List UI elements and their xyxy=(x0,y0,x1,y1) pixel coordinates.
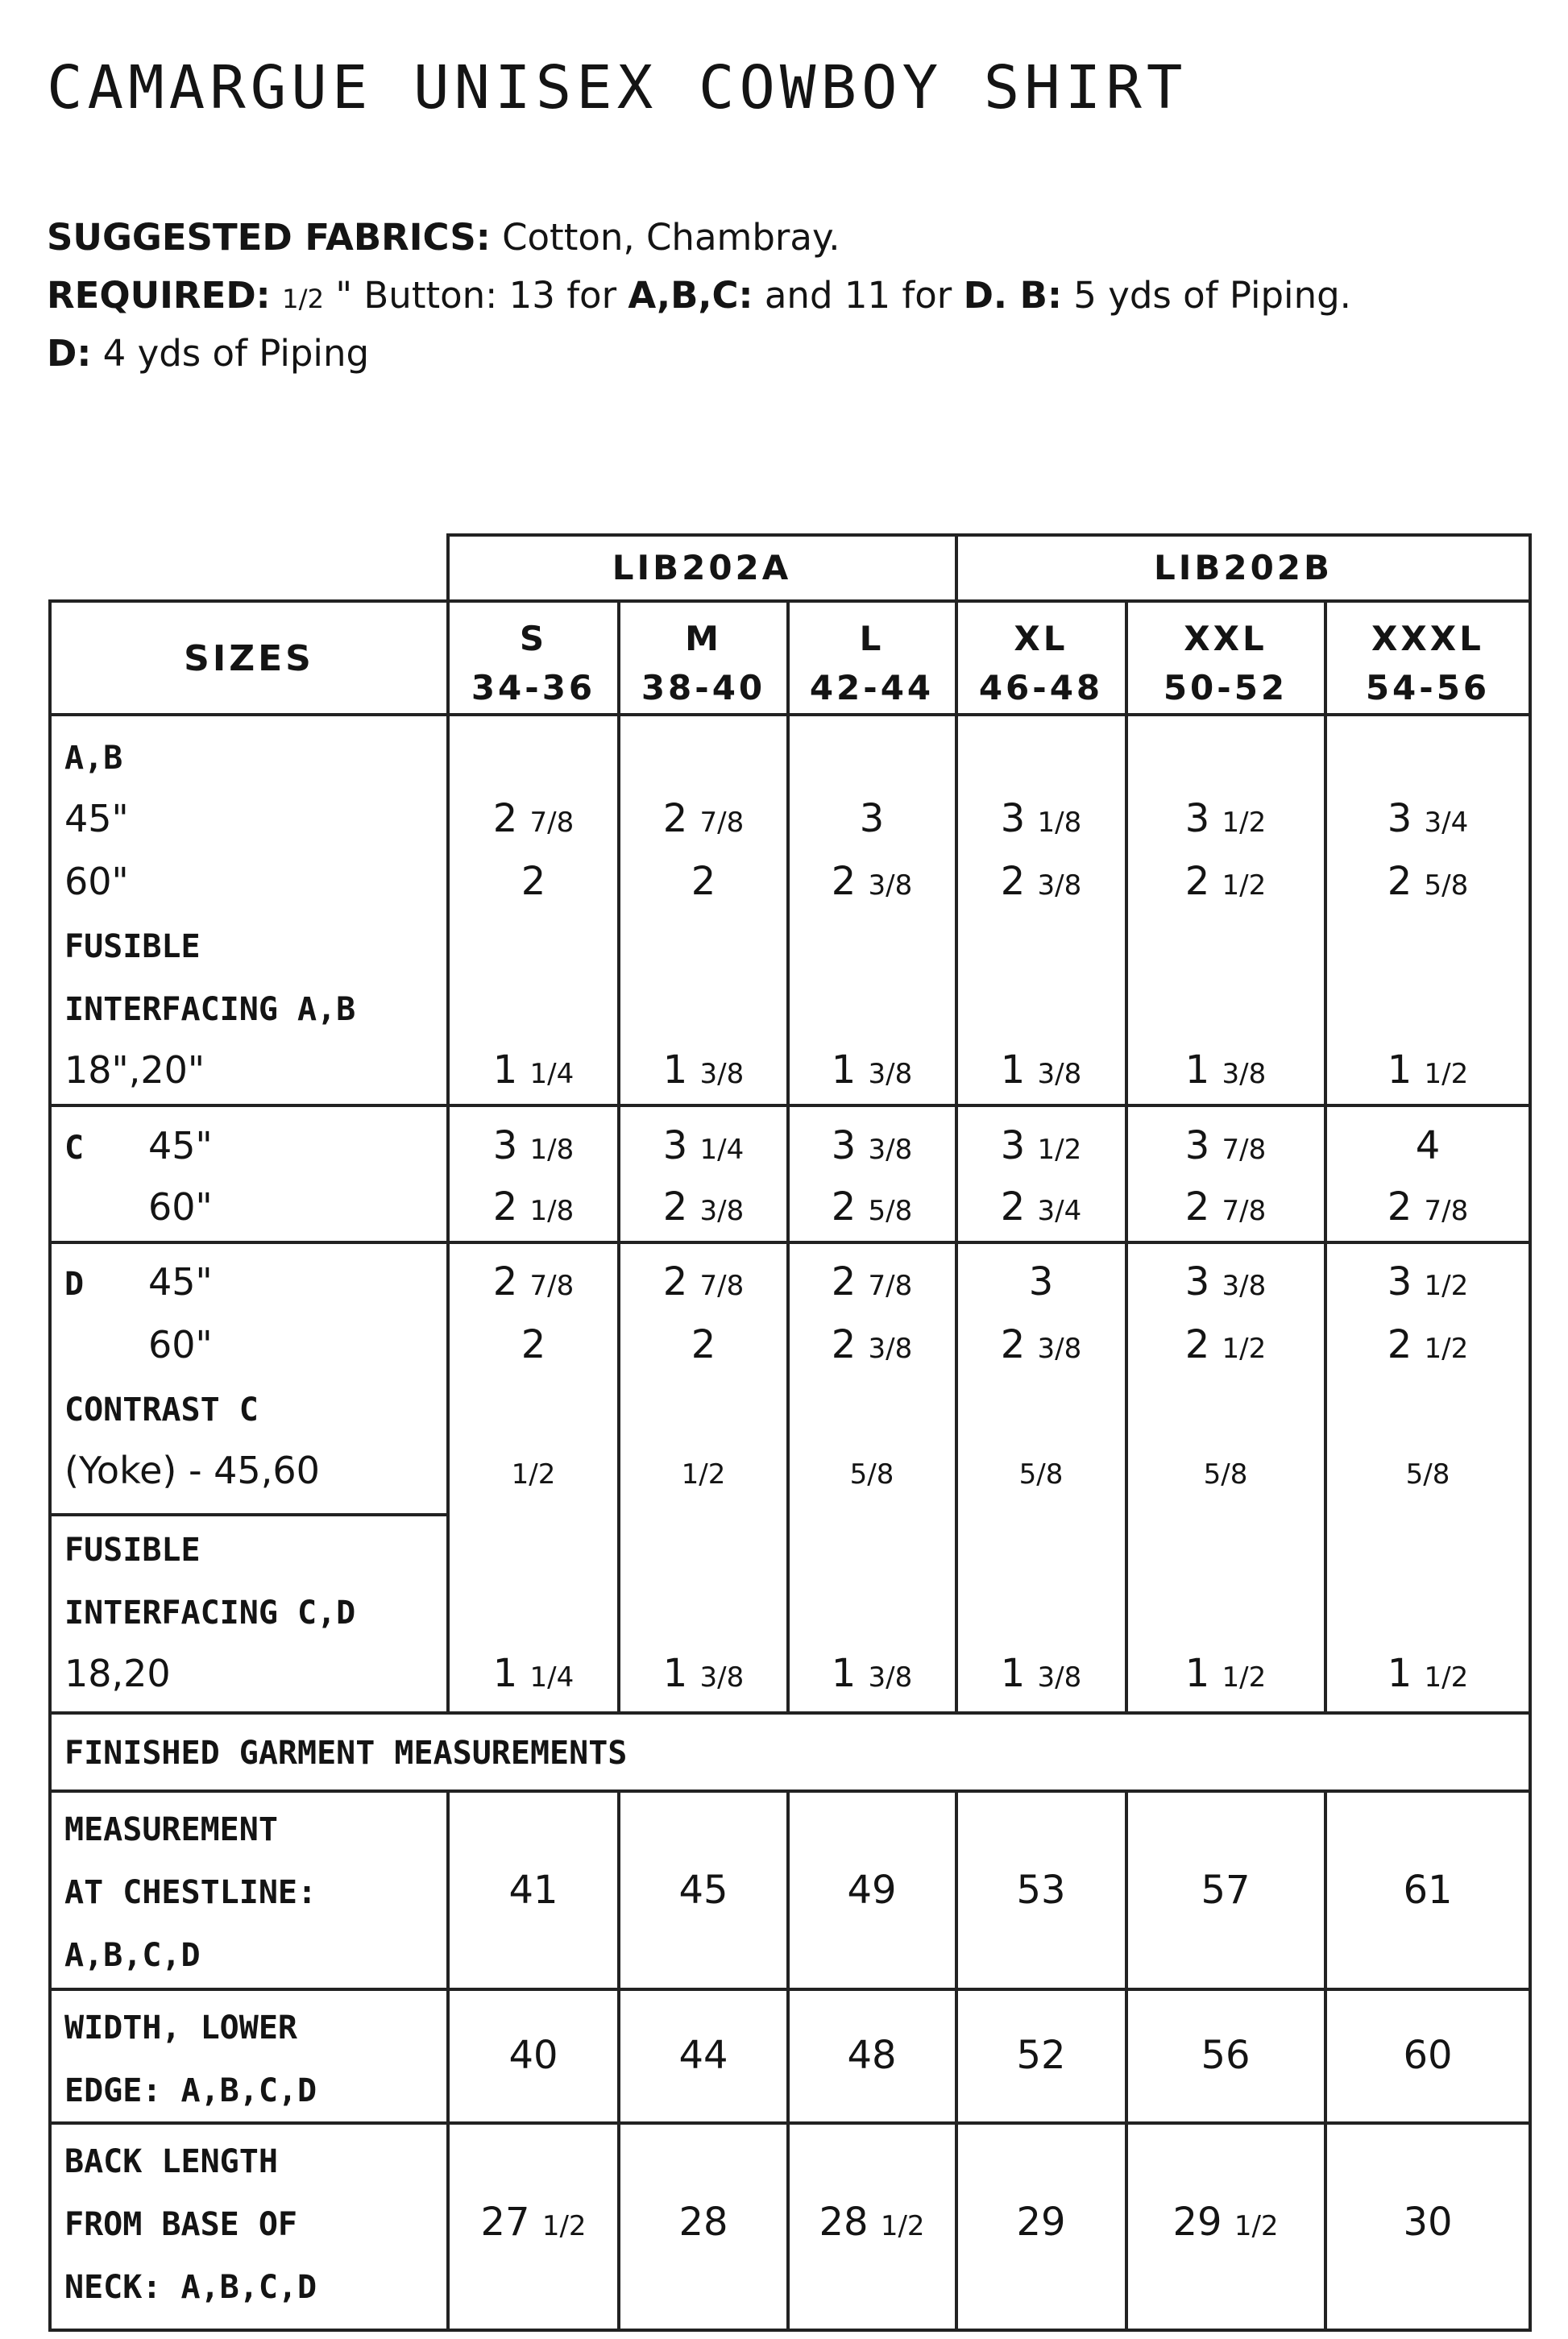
piping-line xyxy=(47,332,1529,375)
label-contrast-c: CONTRAST C xyxy=(64,1391,259,1429)
value-ab-60-l: 2 3/8 xyxy=(831,859,913,904)
value-back-length-m: 28 xyxy=(678,2200,728,2245)
size-range-s: 34-36 xyxy=(471,668,596,707)
value-ab-interfacing-xl: 1 3/8 xyxy=(1000,1047,1082,1093)
value-ab-60-s: 2 xyxy=(521,859,546,904)
value-ab-interfacing-m: 1 3/8 xyxy=(662,1047,745,1093)
group-header-box xyxy=(448,535,1530,601)
value-c-60-s: 2 1/8 xyxy=(492,1184,575,1230)
size-name-xxl: XXL xyxy=(1184,619,1267,658)
required-label: REQUIRED: xyxy=(47,274,271,317)
size-name-m: M xyxy=(685,619,722,658)
value-ab-60-xxl: 2 1/2 xyxy=(1184,859,1267,904)
label-yoke: (Yoke) - 45,60 xyxy=(64,1449,320,1492)
label-d-60: 60" xyxy=(148,1323,213,1366)
label-c-45: 45" xyxy=(148,1124,213,1167)
label-width-2: EDGE: A,B,C,D xyxy=(64,2072,317,2109)
value-contrast-yoke-m: 1/2 xyxy=(681,1458,726,1491)
value-c-45-m: 3 1/4 xyxy=(662,1123,745,1168)
value-lower-edge-l: 48 xyxy=(847,2033,897,2078)
required-text-2: and 11 for xyxy=(753,274,964,317)
value-c-45-xl: 3 1/2 xyxy=(1000,1123,1082,1168)
value-ab-60-xl: 2 3/8 xyxy=(1000,859,1082,904)
group-label-lib202b: LIB202B xyxy=(1153,548,1334,587)
value-contrast-yoke-xl: 5/8 xyxy=(1018,1458,1064,1491)
value-ab-45-l: 3 xyxy=(859,796,885,841)
label-ab-interfacing-widths: 18",20" xyxy=(64,1048,205,1092)
label-view-d: D xyxy=(64,1266,85,1303)
value-cd-interfacing-m: 1 3/8 xyxy=(662,1651,745,1696)
label-chest-2: AT CHESTLINE: xyxy=(64,1874,317,1911)
label-chest-1: MEASUREMENT xyxy=(64,1811,278,1848)
label-c-60: 60" xyxy=(148,1185,213,1229)
value-d-60-xl: 2 3/8 xyxy=(1000,1322,1082,1367)
required-text-3: 5 yds of Piping. xyxy=(1061,274,1351,317)
value-contrast-yoke-xxl: 5/8 xyxy=(1203,1458,1248,1491)
label-ab-60: 60" xyxy=(64,860,129,903)
value-cd-interfacing-xl: 1 3/8 xyxy=(1000,1651,1082,1696)
value-d-60-l: 2 3/8 xyxy=(831,1322,913,1367)
label-ab-45: 45" xyxy=(64,797,129,840)
value-c-60-l: 2 5/8 xyxy=(831,1184,913,1230)
group-label-lib202a: LIB202A xyxy=(612,548,792,587)
value-ab-45-m: 2 7/8 xyxy=(662,796,745,841)
value-ab-45-xxxl: 3 3/4 xyxy=(1387,796,1469,841)
size-range-xl: 46-48 xyxy=(978,668,1104,707)
section-finished-measurements: FINISHED GARMENT MEASUREMENTS xyxy=(64,1735,628,1772)
table-header xyxy=(184,548,1490,707)
label-interfacing-cd: INTERFACING C,D xyxy=(64,1595,356,1632)
page-title: CAMARGUE UNISEX COWBOY SHIRT xyxy=(47,53,1188,122)
value-d-45-m: 2 7/8 xyxy=(662,1259,745,1304)
value-contrast-yoke-xxxl: 5/8 xyxy=(1405,1458,1450,1491)
value-back-length-l: 28 1/2 xyxy=(819,2200,925,2245)
value-back-length-xxl: 29 1/2 xyxy=(1172,2200,1279,2245)
value-lower-edge-xl: 52 xyxy=(1016,2033,1066,2078)
value-c-60-xxxl: 2 7/8 xyxy=(1387,1184,1469,1230)
value-contrast-yoke-l: 5/8 xyxy=(849,1458,894,1491)
value-ab-interfacing-l: 1 3/8 xyxy=(831,1047,913,1093)
button-size-fraction: 1/2 xyxy=(281,284,325,314)
size-values xyxy=(480,796,1468,2245)
piping-d-text: 4 yds of Piping xyxy=(91,332,370,375)
value-ab-45-xl: 3 1/8 xyxy=(1000,796,1082,841)
value-d-45-s: 2 7/8 xyxy=(492,1259,575,1304)
value-d-45-xxl: 3 3/8 xyxy=(1184,1259,1267,1304)
value-ab-interfacing-xxl: 1 3/8 xyxy=(1184,1047,1267,1093)
label-cd-interfacing-widths: 18,20 xyxy=(64,1652,171,1695)
label-interfacing-ab: INTERFACING A,B xyxy=(64,991,356,1028)
value-back-length-xl: 29 xyxy=(1016,2200,1066,2245)
value-chest-xl: 53 xyxy=(1016,1868,1066,1913)
value-ab-interfacing-xxxl: 1 1/2 xyxy=(1387,1047,1469,1093)
value-contrast-yoke-s: 1/2 xyxy=(511,1458,556,1491)
value-back-length-xxxl: 30 xyxy=(1403,2200,1453,2245)
label-fusible-cd: FUSIBLE xyxy=(64,1532,201,1569)
size-range-xxl: 50-52 xyxy=(1163,668,1288,707)
size-range-m: 38-40 xyxy=(641,668,766,707)
value-c-60-xxl: 2 7/8 xyxy=(1184,1184,1267,1230)
suggested-fabrics-line xyxy=(47,216,1529,259)
value-chest-xxxl: 61 xyxy=(1403,1868,1453,1913)
value-ab-interfacing-s: 1 1/4 xyxy=(492,1047,575,1093)
table-grid xyxy=(50,535,1530,2330)
value-ab-45-s: 2 7/8 xyxy=(492,796,575,841)
size-name-xxxl: XXXL xyxy=(1371,619,1484,658)
label-views-ab: A,B xyxy=(64,740,123,777)
required-views-abc: A,B,C: xyxy=(628,274,753,317)
suggested-fabrics-text: Cotton, Chambray. xyxy=(490,216,840,259)
value-d-60-m: 2 xyxy=(691,1322,716,1367)
size-name-s: S xyxy=(519,619,548,658)
value-d-45-xxxl: 3 1/2 xyxy=(1387,1259,1469,1304)
sizes-label: SIZES xyxy=(184,638,314,679)
value-ab-60-xxxl: 2 5/8 xyxy=(1387,859,1469,904)
value-d-45-l: 2 7/8 xyxy=(831,1259,913,1304)
value-c-45-s: 3 1/8 xyxy=(492,1123,575,1168)
required-text-1: " Button: 13 for xyxy=(324,274,628,317)
value-c-45-xxl: 3 7/8 xyxy=(1184,1123,1267,1168)
piping-d-label: D: xyxy=(47,332,92,375)
value-d-60-s: 2 xyxy=(521,1322,546,1367)
value-cd-interfacing-xxxl: 1 1/2 xyxy=(1387,1651,1469,1696)
required-views-db: D. B: xyxy=(963,274,1062,317)
label-width-1: WIDTH, LOWER xyxy=(64,2009,297,2047)
value-chest-m: 45 xyxy=(678,1868,728,1913)
value-d-60-xxxl: 2 1/2 xyxy=(1387,1322,1469,1367)
value-chest-xxl: 57 xyxy=(1201,1868,1251,1913)
value-c-45-l: 3 3/8 xyxy=(831,1123,913,1168)
yardage-table xyxy=(48,533,1532,2333)
value-cd-interfacing-l: 1 3/8 xyxy=(831,1651,913,1696)
size-name-l: L xyxy=(859,619,885,658)
size-range-xxxl: 54-56 xyxy=(1365,668,1491,707)
label-back-1: BACK LENGTH xyxy=(64,2143,278,2180)
value-lower-edge-s: 40 xyxy=(508,2033,558,2078)
value-lower-edge-xxxl: 60 xyxy=(1403,2033,1453,2078)
value-cd-interfacing-xxl: 1 1/2 xyxy=(1184,1651,1267,1696)
value-c-45-xxxl: 4 xyxy=(1415,1123,1441,1168)
value-d-45-xl: 3 xyxy=(1028,1259,1054,1304)
value-c-60-xl: 2 3/4 xyxy=(1000,1184,1082,1230)
value-back-length-s: 27 1/2 xyxy=(480,2200,587,2245)
label-back-3: NECK: A,B,C,D xyxy=(64,2269,317,2306)
value-ab-60-m: 2 xyxy=(691,859,716,904)
value-ab-45-xxl: 3 1/2 xyxy=(1184,796,1267,841)
value-chest-s: 41 xyxy=(508,1868,558,1913)
label-back-2: FROM BASE OF xyxy=(64,2206,297,2243)
label-fusible-ab: FUSIBLE xyxy=(64,928,201,965)
value-lower-edge-xxl: 56 xyxy=(1201,2033,1251,2078)
label-chest-3: A,B,C,D xyxy=(64,1937,201,1974)
required-line xyxy=(47,274,1529,317)
size-range-l: 42-44 xyxy=(809,668,935,707)
value-chest-l: 49 xyxy=(847,1868,897,1913)
value-cd-interfacing-s: 1 1/4 xyxy=(492,1651,575,1696)
size-name-xl: XL xyxy=(1014,619,1068,658)
value-lower-edge-m: 44 xyxy=(678,2033,728,2078)
label-view-c: C xyxy=(64,1130,85,1167)
suggested-fabrics-label: SUGGESTED FABRICS: xyxy=(47,216,491,259)
value-d-60-xxl: 2 1/2 xyxy=(1184,1322,1267,1367)
value-c-60-m: 2 3/8 xyxy=(662,1184,745,1230)
label-d-45: 45" xyxy=(148,1260,213,1304)
